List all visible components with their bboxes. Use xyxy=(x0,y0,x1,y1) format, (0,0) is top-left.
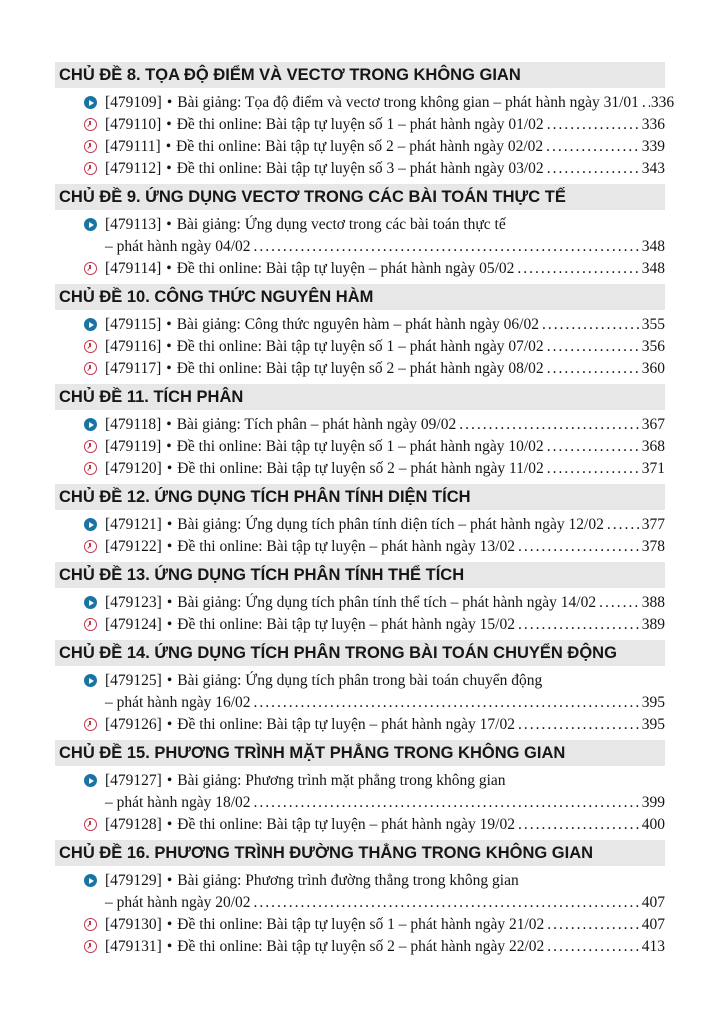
item-body xyxy=(105,158,665,180)
item-body xyxy=(105,114,665,136)
item-title: Bài giảng: Phương trình đường thẳng trong không gian xyxy=(177,872,519,889)
dot-leader xyxy=(518,814,641,836)
dot-leader xyxy=(547,158,641,180)
section-heading: CHỦ ĐỀ 11. TÍCH PHÂN xyxy=(55,384,665,410)
item-title: Đề thi online: Bài tập tự luyện – phát hành ngày 19/02 xyxy=(177,816,515,833)
page-number: 336 xyxy=(650,94,675,111)
item-code: [479109] xyxy=(105,94,162,111)
page-number: 407 xyxy=(641,894,665,911)
item-body xyxy=(105,870,665,914)
play-icon xyxy=(84,674,97,687)
item-code: [479111] xyxy=(105,138,161,155)
bullet-separator: • xyxy=(166,338,172,355)
play-icon xyxy=(84,518,97,531)
section-item-list xyxy=(55,770,665,836)
bullet-separator: • xyxy=(166,116,172,133)
bullet-separator: • xyxy=(166,460,173,477)
item-body xyxy=(105,670,665,714)
toc-item[interactable] xyxy=(55,214,665,258)
bullet-separator: • xyxy=(166,938,173,955)
toc-item[interactable] xyxy=(55,514,665,536)
page-number: 336 xyxy=(641,116,665,133)
item-title-continuation: – phát hành ngày 16/02 xyxy=(105,694,251,711)
toc-item[interactable] xyxy=(55,870,665,914)
item-body xyxy=(105,92,675,114)
item-code: [479110] xyxy=(105,116,162,133)
toc-item[interactable] xyxy=(55,114,665,136)
section-item-list xyxy=(55,214,665,280)
item-code: [479125] xyxy=(105,672,162,689)
dot-leader xyxy=(547,336,641,358)
page-number: 348 xyxy=(641,260,665,277)
dot-leader xyxy=(518,536,641,558)
item-code: [479117] xyxy=(105,360,162,377)
dot-leader xyxy=(607,514,641,536)
page-number: 400 xyxy=(641,816,665,833)
bullet-separator: • xyxy=(166,716,173,733)
section-heading: CHỦ ĐỀ 12. ỨNG DỤNG TÍCH PHÂN TÍNH DIỆN TÍCH xyxy=(55,484,665,510)
page-number: 343 xyxy=(641,160,665,177)
item-code: [479118] xyxy=(105,416,162,433)
item-body xyxy=(105,414,665,436)
play-icon xyxy=(84,774,97,787)
item-title: Bài giảng: Tích phân – phát hành ngày 09/02 xyxy=(176,416,457,433)
item-title: Đề thi online: Bài tập tự luyện số 1 – phát hành ngày 21/02 xyxy=(177,916,545,933)
toc-item[interactable] xyxy=(55,358,665,380)
dot-leader xyxy=(254,792,641,814)
bullet-separator: • xyxy=(166,216,172,233)
page-number: 368 xyxy=(641,438,665,455)
play-icon xyxy=(84,418,97,431)
bullet-separator: • xyxy=(166,94,173,111)
page-number: 413 xyxy=(641,938,665,955)
dot-leader xyxy=(546,136,641,158)
toc-item[interactable] xyxy=(55,592,665,614)
clock-icon xyxy=(84,340,97,353)
toc-item[interactable] xyxy=(55,414,665,436)
page-number: 371 xyxy=(641,460,665,477)
toc-item[interactable] xyxy=(55,614,665,636)
clock-icon xyxy=(84,162,97,175)
item-code: [479128] xyxy=(105,816,162,833)
item-title-continuation: – phát hành ngày 04/02 xyxy=(105,238,251,255)
bullet-separator: • xyxy=(166,160,172,177)
item-body xyxy=(105,536,665,558)
toc-item[interactable] xyxy=(55,536,665,558)
clock-icon xyxy=(84,718,97,731)
bullet-separator: • xyxy=(165,138,172,155)
item-code: [479130] xyxy=(105,916,162,933)
item-title: Đề thi online: Bài tập tự luyện số 1 – phát hành ngày 01/02 xyxy=(176,116,544,133)
clock-icon xyxy=(84,362,97,375)
toc-item[interactable] xyxy=(55,714,665,736)
toc-item[interactable] xyxy=(55,670,665,714)
bullet-separator: • xyxy=(166,438,172,455)
toc-item[interactable] xyxy=(55,936,665,958)
item-code: [479114] xyxy=(105,260,162,277)
dot-leader xyxy=(254,236,641,258)
toc-item[interactable] xyxy=(55,814,665,836)
toc-section xyxy=(55,62,675,180)
section-heading: CHỦ ĐỀ 13. ỨNG DỤNG TÍCH PHÂN TÍNH THỂ TÍCH xyxy=(55,562,665,588)
item-code: [479126] xyxy=(105,716,162,733)
item-body xyxy=(105,770,665,814)
section-item-list xyxy=(55,92,675,180)
page-number: 399 xyxy=(641,794,665,811)
dot-leader xyxy=(547,458,641,480)
play-icon xyxy=(84,218,97,231)
item-body xyxy=(105,358,665,380)
toc-item[interactable] xyxy=(55,336,665,358)
toc-section xyxy=(55,740,665,836)
item-title: Đề thi online: Bài tập tự luyện – phát hành ngày 17/02 xyxy=(177,716,515,733)
toc-section xyxy=(55,840,665,958)
item-body xyxy=(105,592,665,614)
item-title: Đề thi online: Bài tập tự luyện số 2 – phát hành ngày 02/02 xyxy=(176,138,544,155)
dot-leader xyxy=(542,314,641,336)
clock-icon xyxy=(84,618,97,631)
clock-icon xyxy=(84,262,97,275)
section-item-list xyxy=(55,670,665,736)
item-body xyxy=(105,436,665,458)
dot-leader xyxy=(642,92,650,114)
toc-item[interactable] xyxy=(55,770,665,814)
toc-item[interactable] xyxy=(55,258,665,280)
item-code: [479113] xyxy=(105,216,162,233)
toc-section xyxy=(55,484,665,558)
item-code: [479122] xyxy=(105,538,162,555)
item-title: Bài giảng: Công thức nguyên hàm – phát hành ngày 06/02 xyxy=(176,316,539,333)
item-body xyxy=(105,614,665,636)
clock-icon xyxy=(84,940,97,953)
bullet-separator: • xyxy=(166,816,173,833)
item-title: Bài giảng: Ứng dụng vectơ trong các bài toán thực tế xyxy=(176,216,506,233)
clock-icon xyxy=(84,462,97,475)
dot-leader xyxy=(547,936,640,958)
item-title: Đề thi online: Bài tập tự luyện số 2 – phát hành ngày 22/02 xyxy=(177,938,545,955)
page-number: 348 xyxy=(641,238,665,255)
item-code: [479129] xyxy=(105,872,162,889)
item-body xyxy=(105,314,665,336)
bullet-separator: • xyxy=(166,538,173,555)
play-icon xyxy=(84,874,97,887)
clock-icon xyxy=(84,818,97,831)
item-code: [479127] xyxy=(105,772,162,789)
item-title: Bài giảng: Phương trình mặt phẳng trong không gian xyxy=(177,772,506,789)
section-heading: CHỦ ĐỀ 10. CÔNG THỨC NGUYÊN HÀM xyxy=(55,284,665,310)
item-body xyxy=(105,814,665,836)
dot-leader xyxy=(599,592,641,614)
section-heading: CHỦ ĐỀ 14. ỨNG DỤNG TÍCH PHÂN TRONG BÀI TOÁN CHUYỂN ĐỘNG xyxy=(55,640,665,666)
item-code: [479123] xyxy=(105,594,162,611)
toc-section xyxy=(55,384,665,480)
section-item-list xyxy=(55,514,665,558)
item-title-continuation: – phát hành ngày 20/02 xyxy=(105,894,251,911)
item-code: [479120] xyxy=(105,460,162,477)
section-item-list xyxy=(55,592,665,636)
clock-icon xyxy=(84,140,97,153)
item-body xyxy=(105,914,665,936)
item-code: [479131] xyxy=(105,938,162,955)
bullet-separator: • xyxy=(166,616,173,633)
item-code: [479119] xyxy=(105,438,162,455)
page-number: 377 xyxy=(641,516,665,533)
section-heading: CHỦ ĐỀ 8. TỌA ĐỘ ĐIỂM VÀ VECTƠ TRONG KHÔNG GIAN xyxy=(55,62,665,88)
item-body xyxy=(105,514,665,536)
play-icon xyxy=(84,318,97,331)
bullet-separator: • xyxy=(166,872,173,889)
section-heading: CHỦ ĐỀ 16. PHƯƠNG TRÌNH ĐƯỜNG THẲNG TRONG KHÔNG GIAN xyxy=(55,840,665,866)
dot-leader xyxy=(518,714,641,736)
page-number: 378 xyxy=(641,538,665,555)
item-code: [479121] xyxy=(105,516,162,533)
play-icon xyxy=(84,596,97,609)
dot-leader xyxy=(254,692,641,714)
play-icon xyxy=(84,96,97,109)
toc-page xyxy=(55,62,675,958)
page-number: 360 xyxy=(641,360,665,377)
section-item-list xyxy=(55,314,665,380)
item-title: Đề thi online: Bài tập tự luyện số 1 – phát hành ngày 07/02 xyxy=(176,338,544,355)
clock-icon xyxy=(84,540,97,553)
toc-section xyxy=(55,562,665,636)
item-body xyxy=(105,214,665,258)
section-item-list xyxy=(55,870,665,958)
toc-section xyxy=(55,640,665,736)
dot-leader xyxy=(547,358,641,380)
bullet-separator: • xyxy=(166,260,172,277)
bullet-separator: • xyxy=(166,672,173,689)
clock-icon xyxy=(84,440,97,453)
item-title: Đề thi online: Bài tập tự luyện số 1 – phát hành ngày 10/02 xyxy=(176,438,544,455)
bullet-separator: • xyxy=(166,516,173,533)
item-title: Bài giảng: Ứng dụng tích phân trong bài toán chuyển động xyxy=(177,672,543,689)
toc-item[interactable] xyxy=(55,92,675,114)
page-number: 339 xyxy=(641,138,665,155)
toc-section-list xyxy=(55,62,675,958)
dot-leader xyxy=(547,114,641,136)
toc-item[interactable] xyxy=(55,436,665,458)
page-number: 389 xyxy=(641,616,665,633)
page-number: 395 xyxy=(641,716,665,733)
page-number: 395 xyxy=(641,694,665,711)
item-title: Đề thi online: Bài tập tự luyện số 3 – phát hành ngày 03/02 xyxy=(176,160,544,177)
dot-leader xyxy=(547,914,640,936)
toc-section xyxy=(55,184,665,280)
page-number: 388 xyxy=(641,594,665,611)
page-number: 407 xyxy=(641,916,665,933)
item-title: Bài giảng: Ứng dụng tích phân tính thể tích – phát hành ngày 14/02 xyxy=(177,594,597,611)
toc-item[interactable] xyxy=(55,158,665,180)
clock-icon xyxy=(84,918,97,931)
item-body xyxy=(105,936,665,958)
toc-item[interactable] xyxy=(55,136,665,158)
dot-leader xyxy=(518,614,641,636)
page-number: 367 xyxy=(641,416,665,433)
dot-leader xyxy=(547,436,641,458)
item-body xyxy=(105,136,665,158)
dot-leader xyxy=(254,892,641,914)
item-body xyxy=(105,336,665,358)
page-number: 355 xyxy=(641,316,665,333)
section-item-list xyxy=(55,414,665,480)
item-title: Đề thi online: Bài tập tự luyện số 2 – phát hành ngày 11/02 xyxy=(177,460,544,477)
bullet-separator: • xyxy=(166,360,172,377)
bullet-separator: • xyxy=(166,416,172,433)
bullet-separator: • xyxy=(166,316,172,333)
bullet-separator: • xyxy=(166,916,173,933)
page-number: 356 xyxy=(641,338,665,355)
item-title: Đề thi online: Bài tập tự luyện số 2 – phát hành ngày 08/02 xyxy=(176,360,544,377)
toc-section xyxy=(55,284,665,380)
bullet-separator: • xyxy=(166,594,173,611)
item-body xyxy=(105,258,665,280)
section-heading: CHỦ ĐỀ 15. PHƯƠNG TRÌNH MẶT PHẲNG TRONG KHÔNG GIAN xyxy=(55,740,665,766)
item-body xyxy=(105,458,665,480)
toc-item[interactable] xyxy=(55,914,665,936)
item-code: [479112] xyxy=(105,160,162,177)
item-code: [479124] xyxy=(105,616,162,633)
item-title: Bài giảng: Tọa độ điểm và vectơ trong không gian – phát hành ngày 31/01 xyxy=(177,94,639,111)
bullet-separator: • xyxy=(166,772,173,789)
item-body xyxy=(105,714,665,736)
item-title: Bài giảng: Ứng dụng tích phân tính diện tích – phát hành ngày 12/02 xyxy=(177,516,604,533)
item-title: Đề thi online: Bài tập tự luyện – phát hành ngày 15/02 xyxy=(177,616,515,633)
clock-icon xyxy=(84,118,97,131)
item-title: Đề thi online: Bài tập tự luyện – phát hành ngày 13/02 xyxy=(177,538,515,555)
item-code: [479115] xyxy=(105,316,162,333)
item-title: Đề thi online: Bài tập tự luyện – phát hành ngày 05/02 xyxy=(176,260,515,277)
toc-item[interactable] xyxy=(55,314,665,336)
dot-leader xyxy=(517,258,640,280)
toc-item[interactable] xyxy=(55,458,665,480)
dot-leader xyxy=(459,414,641,436)
item-title-continuation: – phát hành ngày 18/02 xyxy=(105,794,251,811)
item-code: [479116] xyxy=(105,338,162,355)
section-heading: CHỦ ĐỀ 9. ỨNG DỤNG VECTƠ TRONG CÁC BÀI TOÁN THỰC TẾ xyxy=(55,184,665,210)
